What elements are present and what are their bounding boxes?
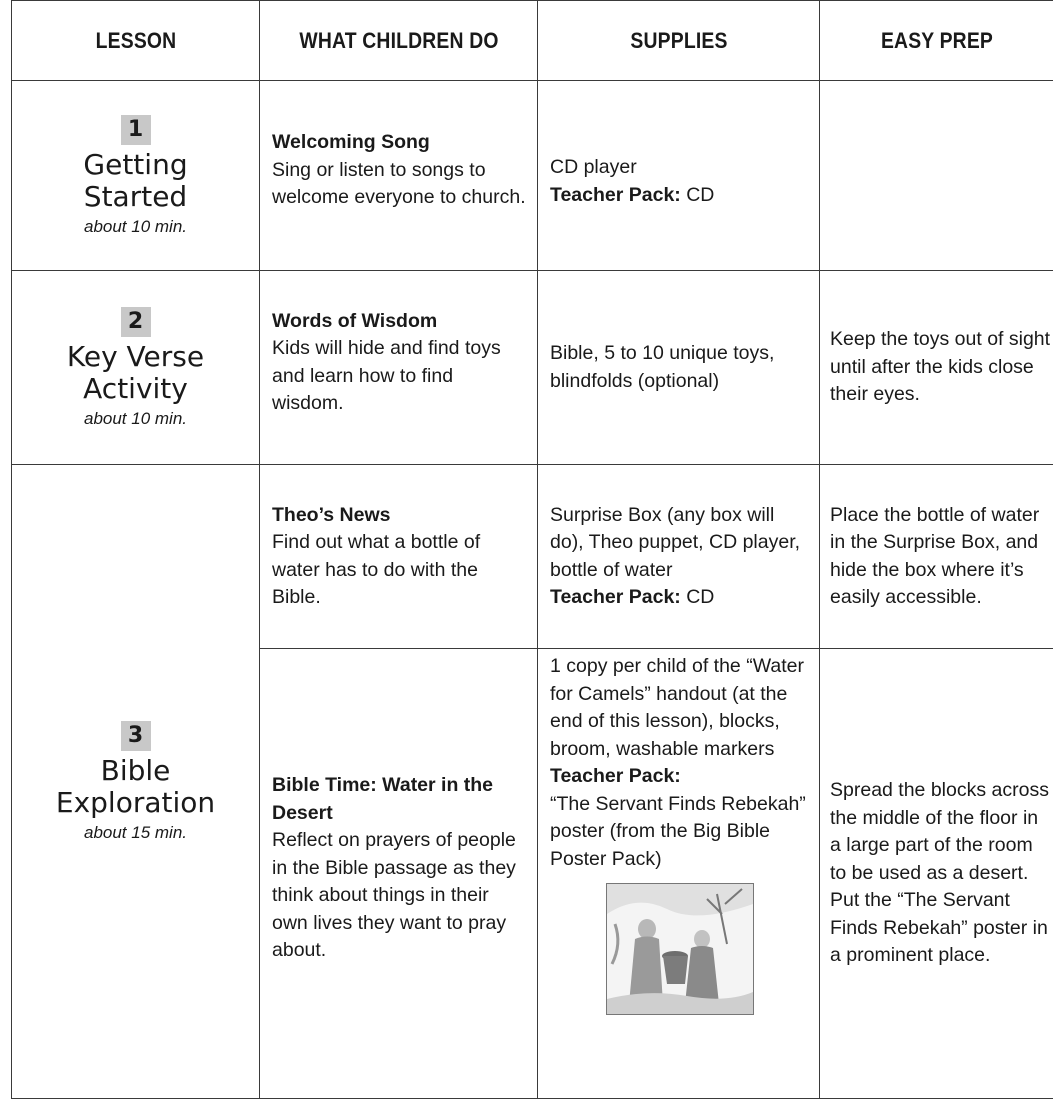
lesson-cell — [12, 465, 260, 1099]
lesson-name-line: Key Verse — [13, 341, 258, 373]
lesson-name-line: Bible — [13, 755, 258, 787]
activity-title: Welcoming Song — [272, 131, 430, 153]
activity-title: Words of Wisdom — [272, 310, 437, 332]
lesson-number-badge: 1 — [121, 115, 151, 145]
lesson-name-line: Started — [13, 181, 258, 213]
activity-text: Sing or listen to songs to welcome everyone to church. — [272, 157, 527, 212]
activity-cell — [260, 81, 538, 271]
activity-title: Bible Time: Water in the Desert — [272, 774, 493, 824]
header-lesson: LESSON — [26, 1, 244, 81]
lesson-time: about 10 min. — [13, 217, 258, 237]
poster-thumbnail-image — [606, 883, 754, 1015]
supplies-text: 1 copy per child of the “Water for Camels” handout (at the end of this lesson), blocks, broom, washable markers — [550, 653, 809, 763]
lesson-name-line: Getting — [13, 149, 258, 181]
lesson-time: about 15 min. — [13, 823, 258, 843]
teacher-pack-label: Teacher Pack: — [550, 184, 681, 206]
teacher-pack-items: CD — [681, 184, 715, 206]
teacher-pack-label: Teacher Pack: — [550, 765, 681, 787]
supplies-cell — [538, 81, 820, 271]
lesson-cell — [12, 81, 260, 271]
activity-cell — [260, 465, 538, 649]
lesson-name-line: Activity — [13, 373, 258, 405]
header-row — [12, 1, 1053, 81]
lesson-number-badge: 2 — [121, 307, 151, 337]
lesson-name — [13, 341, 258, 405]
teacher-pack-label: Teacher Pack: — [550, 586, 681, 608]
supplies-cell — [538, 649, 820, 1099]
lesson-name-line: Exploration — [13, 787, 258, 819]
supplies-cell — [538, 465, 820, 649]
prep-cell: Keep the toys out of sight until after the kids close their eyes. — [820, 271, 1053, 465]
lesson-plan-table — [11, 0, 1053, 1099]
table-row — [12, 271, 1053, 465]
activity-text: Kids will hide and find toys and learn how to find wisdom. — [272, 335, 527, 418]
supplies-text: Surprise Box (any box will do), Theo puppet, CD player, bottle of water — [550, 502, 809, 585]
activity-text: Find out what a bottle of water has to do with the Bible. — [272, 529, 527, 612]
lesson-time: about 10 min. — [13, 409, 258, 429]
activity-title: Theo’s News — [272, 504, 390, 526]
lesson-cell — [12, 271, 260, 465]
prep-cell — [820, 81, 1053, 271]
activity-text: Reflect on prayers of people in the Bible passage as they think about things in their own lives they want to pray about. — [272, 827, 527, 965]
lesson-name — [13, 149, 258, 213]
prep-cell: Spread the blocks across the middle of the floor in a large part of the room to be used as a desert. Put the “The Servant Finds Rebekah” poster in a prominent place. — [820, 649, 1053, 1099]
header-what-children-do: WHAT CHILDREN DO — [276, 1, 521, 81]
teacher-pack-items: “The Servant Finds Rebekah” poster (from the Big Bible Poster Pack) — [550, 791, 809, 874]
table-row — [12, 465, 1053, 649]
activity-cell — [260, 649, 538, 1099]
lesson-number-badge: 3 — [121, 721, 151, 751]
prep-cell: Place the bottle of water in the Surprise Box, and hide the box where it’s easily accessible. — [820, 465, 1053, 649]
supplies-cell — [538, 271, 820, 465]
header-supplies: SUPPLIES — [554, 1, 802, 81]
header-easy-prep: EASY PREP — [834, 1, 1040, 81]
supplies-text: Bible, 5 to 10 unique toys, blindfolds (optional) — [550, 340, 809, 395]
activity-cell — [260, 271, 538, 465]
teacher-pack-items: CD — [681, 586, 715, 608]
table-row — [12, 81, 1053, 271]
supplies-text: CD player — [550, 154, 809, 182]
lesson-name — [13, 755, 258, 819]
